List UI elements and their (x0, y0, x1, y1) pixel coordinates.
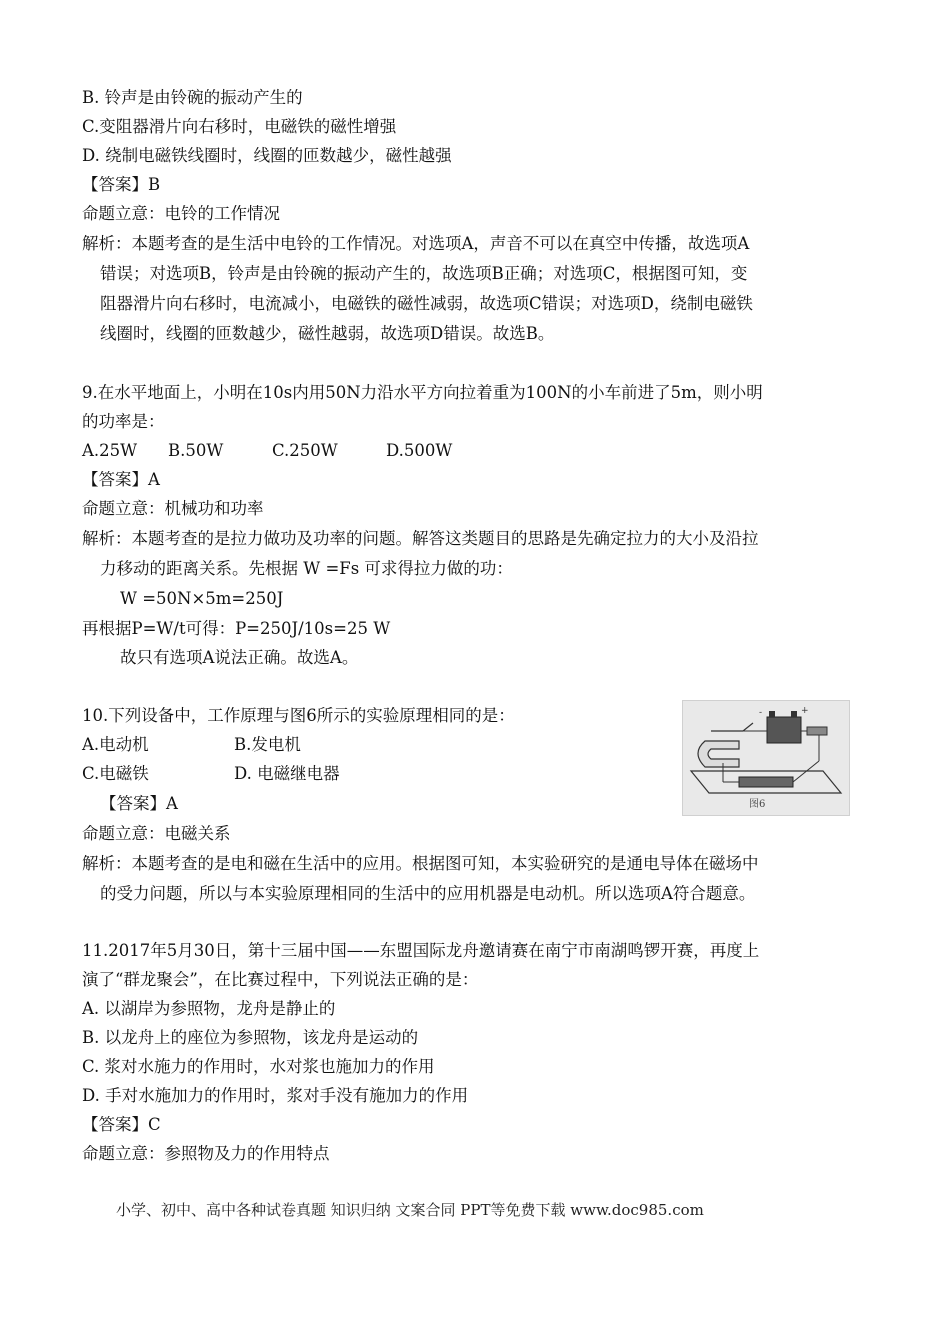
q9-option-a: A.25W (82, 441, 138, 460)
q11-option-b: B. 以龙舟上的座位为参照物，该龙舟是运动的 (82, 1028, 419, 1047)
q8-option-c: C.变阻器滑片向右移时，电磁铁的磁性增强 (82, 117, 397, 136)
circuit-diagram-icon (683, 701, 849, 815)
q10-option-a: A.电动机 (82, 735, 149, 754)
q10-explanation-1: 解析：本题考查的是电和磁在生活中的应用。根据图可知，本实验研究的是通电导体在磁场中 (82, 854, 759, 873)
q9-explanation-1: 解析：本题考查的是拉力做功及功率的问题。解答这类题目的思路是先确定拉力的大小及沿拉 (82, 529, 759, 548)
q11-stem-1: 11.2017年5月30日，第十三届中国——东盟国际龙舟邀请赛在南宁市南湖鸣锣开赛，再度上 (82, 941, 760, 960)
q11-option-a: A. 以湖岸为参照物，龙舟是静止的 (82, 999, 336, 1018)
q9-intent: 命题立意：机械功和功率 (82, 499, 264, 518)
q8-answer: 【答案】B (82, 175, 161, 194)
q10-option-d: D. 电磁继电器 (234, 764, 340, 783)
q11-option-c: C. 浆对水施力的作用时，水对浆也施加力的作用 (82, 1057, 435, 1076)
figure-caption: 图6 (749, 799, 766, 810)
q11-stem-2: 演了“群龙聚会”，在比赛过程中，下列说法正确的是： (82, 970, 479, 989)
q10-explanation-2: 的受力问题，所以与本实验原理相同的生活中的应用机器是电动机。所以选项A符合题意。 (100, 884, 756, 903)
q10-options-row-2 (82, 762, 340, 786)
q8-intent: 命题立意：电铃的工作情况 (82, 204, 280, 223)
q8-explanation-1: 解析：本题考查的是生活中电铃的工作情况。对选项A，声音不可以在真空中传播，故选项A (82, 234, 750, 253)
q8-explanation-2: 错误；对选项B，铃声是由铃碗的振动产生的，故选项B正确；对选项C，根据图可知，变 (100, 264, 748, 283)
q10-option-b: B.发电机 (234, 735, 301, 754)
q10-intent: 命题立意：电磁关系 (82, 824, 231, 843)
q8-option-b: B. 铃声是由铃碗的振动产生的 (82, 88, 303, 107)
q9-option-d: D.500W (386, 441, 453, 460)
figure-6-image (682, 700, 850, 816)
q10-stem: 10.下列设备中，工作原理与图6所示的实验原理相同的是： (82, 706, 515, 725)
q9-option-b: B.50W (168, 441, 224, 460)
q11-option-d: D. 手对水施加力的作用时，浆对手没有施加力的作用 (82, 1086, 469, 1105)
q9-explanation-5: 故只有选项A说法正确。故选A。 (120, 648, 359, 667)
q10-answer: 【答案】A (100, 794, 178, 813)
q8-explanation-3: 阻器滑片向右移时，电流减小，电磁铁的磁性减弱，故选项C错误；对选项D，绕制电磁铁 (100, 294, 753, 313)
q9-explanation-4: 再根据P=W/t可得：P=250J/10s=25 W (82, 619, 391, 638)
q10-options-row-1 (82, 733, 301, 757)
q10-option-c: C.电磁铁 (82, 764, 149, 783)
q9-stem-1: 9.在水平地面上，小明在10s内用50N力沿水平方向拉着重为100N的小车前进了5m，则小明 (82, 383, 763, 402)
q9-answer: 【答案】A (82, 470, 160, 489)
q9-stem-2: 的功率是： (82, 412, 165, 431)
q9-option-c: C.250W (272, 441, 338, 460)
q9-options (82, 439, 452, 463)
svg-text:+: + (801, 706, 809, 716)
svg-text:-: - (759, 708, 763, 718)
q11-intent: 命题立意：参照物及力的作用特点 (82, 1144, 330, 1163)
q9-explanation-3: W =50N×5m=250J (120, 589, 284, 608)
q9-explanation-2: 力移动的距离关系。先根据 W =Fs 可求得拉力做的功： (100, 559, 513, 578)
page-footer: 小学、初中、高中各种试卷真题 知识归纳 文案合同 PPT等免费下载 www.doc985.com (116, 1201, 704, 1219)
q11-answer: 【答案】C (82, 1115, 161, 1134)
q8-option-d: D. 绕制电磁铁线圈时，线圈的匝数越少，磁性越强 (82, 146, 452, 165)
q8-explanation-4: 线圈时，线圈的匝数越少，磁性越弱，故选项D错误。故选B。 (100, 324, 555, 343)
